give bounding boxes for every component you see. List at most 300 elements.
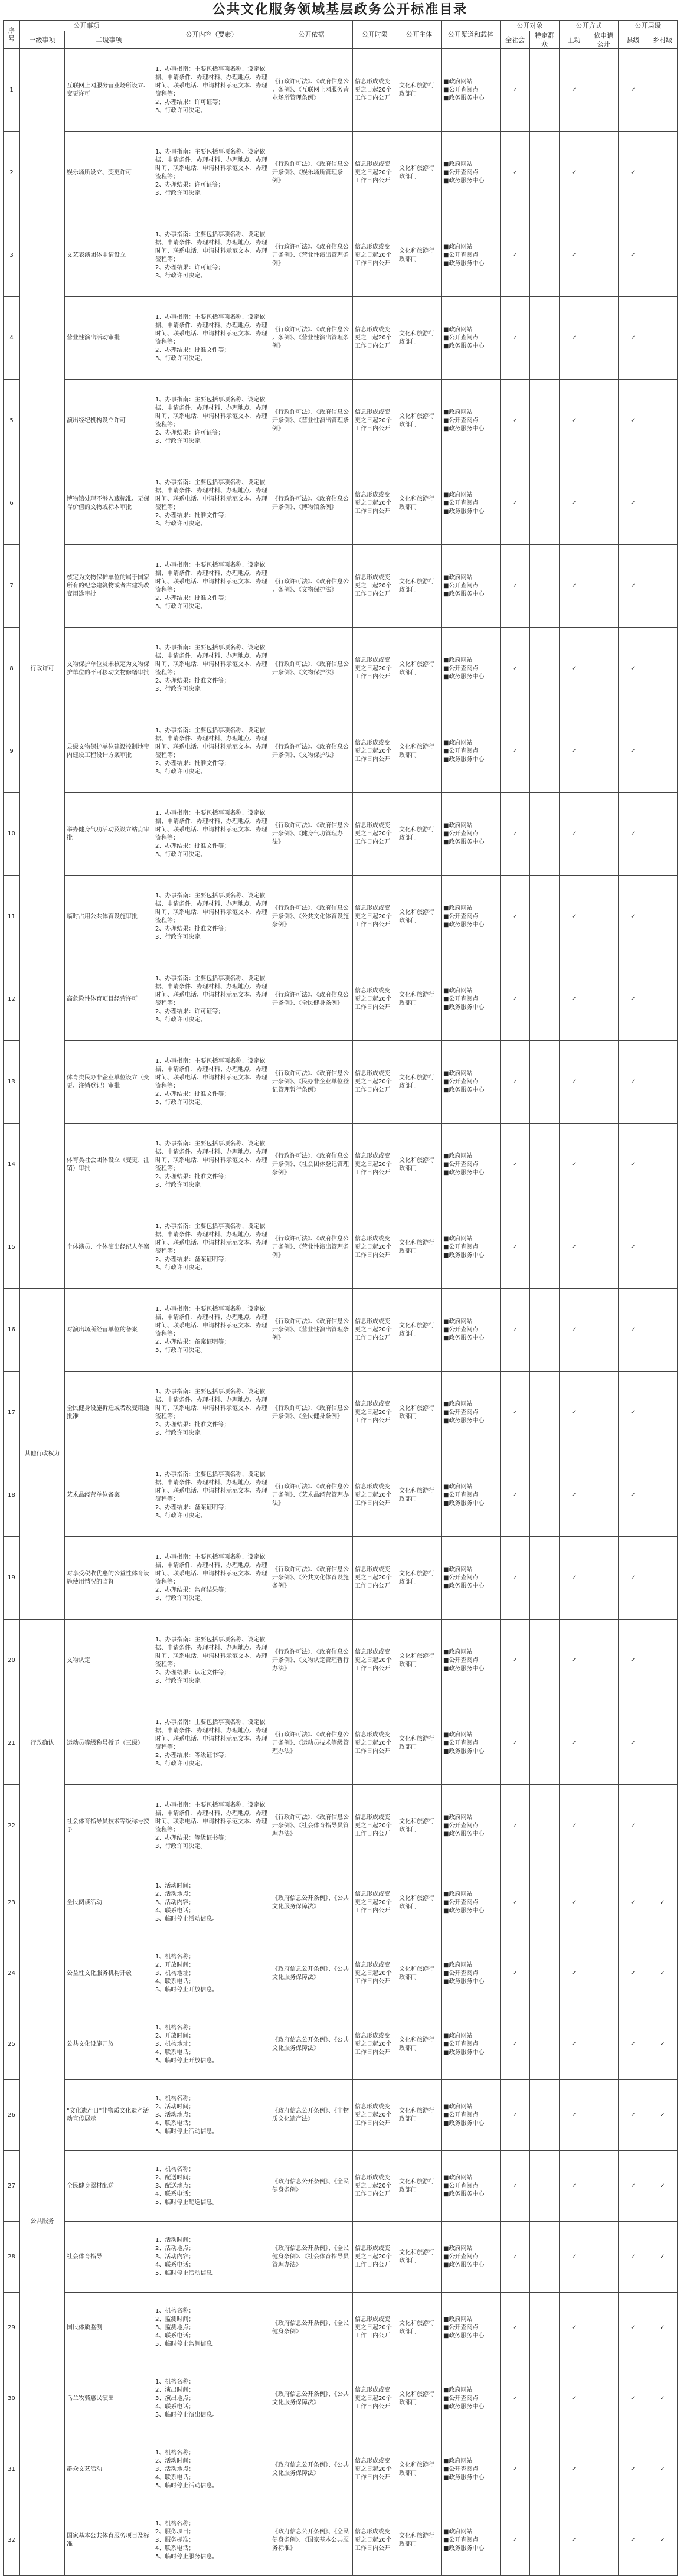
- specific-group-mark: [530, 1372, 560, 1454]
- channel-line: ■政务服务中心: [443, 1086, 485, 1093]
- item-name: 公共文化设施开放: [65, 2009, 153, 2080]
- content-line: 2、办理结果：许可证等；: [155, 429, 224, 436]
- time-cell: 信息形成或变更之日起20个工作日内公开: [353, 2080, 397, 2151]
- header-county: 县级: [619, 31, 648, 49]
- town-mark: ✓: [648, 2151, 678, 2222]
- town-mark: [648, 1620, 678, 1702]
- active-mark: ✓: [560, 2293, 589, 2363]
- content-cell: [153, 1124, 270, 1206]
- channel-line: ■公开查阅点: [443, 1161, 479, 1168]
- channel-line: ■政府网站: [443, 409, 473, 416]
- subject-cell: 文化和旅游行政部门: [397, 1785, 442, 1867]
- content-line: 1、活动时间；: [155, 1882, 195, 1889]
- basis-cell: 《行政许可法》、《政府信息公开条例》、《营业性演出管理条例》: [270, 297, 353, 380]
- channel-cell: [442, 1289, 501, 1372]
- item-name: 乌兰牧骑惠民演出: [65, 2363, 153, 2434]
- time-cell: 信息形成或变更之日起20个工作日内公开: [353, 1702, 397, 1785]
- content-cell: [153, 1938, 270, 2009]
- county-mark: ✓: [619, 132, 648, 214]
- basis-cell: 《行政许可法》、《政府信息公开条例》、《娱乐场所管理条例》: [270, 132, 353, 214]
- all-public-mark: ✓: [501, 214, 530, 297]
- basis-cell: 《政府信息公开条例》、《公共文化服务保障法》: [270, 2434, 353, 2505]
- content-line: 3、行政许可决定。: [155, 1347, 207, 1354]
- active-mark: ✓: [560, 1785, 589, 1867]
- basis-cell: 《行政许可法》、《政府信息公开条例》、《营业性演出管理条例》: [270, 214, 353, 297]
- all-public-mark: ✓: [501, 1289, 530, 1372]
- apply-mark: [589, 1124, 619, 1206]
- row-number: 17: [4, 1372, 20, 1454]
- county-mark: ✓: [619, 2363, 648, 2434]
- content-line: 1、办事指南：主要包括事项名称、设定依据、申请条件、办理材料、办理地点、办理时间、联系电话、申请材料示范文本、办理流程等；: [155, 314, 267, 345]
- town-mark: [648, 628, 678, 710]
- time-cell: 信息形成或变更之日起20个工作日内公开: [353, 1867, 397, 1938]
- time-cell: 信息形成或变更之日起20个工作日内公开: [353, 462, 397, 545]
- content-line: 2、开放时间；: [155, 2032, 195, 2039]
- all-public-mark: ✓: [501, 1206, 530, 1289]
- town-mark: ✓: [648, 2222, 678, 2293]
- row-number: 12: [4, 958, 20, 1041]
- content-line: 5、临时停止服务信息。: [155, 2553, 218, 2560]
- channel-line: ■政务服务中心: [443, 1748, 485, 1755]
- subject-cell: 文化和旅游行政部门: [397, 793, 442, 876]
- row-number: 30: [4, 2363, 20, 2434]
- item-name: 文艺表演团体申请设立: [65, 214, 153, 297]
- content-line: 2、办理结果：许可证等；: [155, 1008, 224, 1015]
- header-apply: 依申请公开: [589, 31, 619, 49]
- basis-cell: 《行政许可法》、《政府信息公开条例》、《艺术品经营管理办法》: [270, 1454, 353, 1537]
- content-cell: [153, 214, 270, 297]
- content-line: 4、联系电话；: [155, 2332, 195, 2339]
- channel-cell: [442, 1620, 501, 1702]
- content-line: 2、演出时间；: [155, 2386, 195, 2394]
- active-mark: ✓: [560, 1124, 589, 1206]
- all-public-mark: ✓: [501, 2434, 530, 2505]
- town-mark: [648, 1785, 678, 1867]
- all-public-mark: ✓: [501, 1867, 530, 1938]
- town-mark: ✓: [648, 1938, 678, 2009]
- channel-line: ■政府网站: [443, 1070, 473, 1077]
- channel-line: ■政府网站: [443, 905, 473, 912]
- row-number: 32: [4, 2505, 20, 2576]
- channel-line: ■政府网站: [443, 987, 473, 994]
- content-line: 5、临时停止配送信息。: [155, 2199, 218, 2206]
- content-line: 3、活动地点；: [155, 2111, 195, 2118]
- town-mark: ✓: [648, 2009, 678, 2080]
- county-mark: ✓: [619, 793, 648, 876]
- town-mark: [648, 1289, 678, 1372]
- content-cell: [153, 297, 270, 380]
- channel-cell: [442, 297, 501, 380]
- content-line: 3、活动地点；: [155, 2466, 195, 2473]
- content-cell: [153, 1206, 270, 1289]
- content-cell: [153, 2151, 270, 2222]
- table-row: [4, 132, 678, 214]
- subject-cell: 文化和旅游行政部门: [397, 2222, 442, 2293]
- content-line: 3、行政许可决定。: [155, 190, 207, 197]
- all-public-mark: ✓: [501, 462, 530, 545]
- basis-cell: 《行政许可法》、《政府信息公开条例》、《民办非企业单位登记管理暂行条例》: [270, 1041, 353, 1124]
- all-public-mark: ✓: [501, 1620, 530, 1702]
- channel-line: ■政府网站: [443, 1152, 473, 1160]
- time-cell: 信息形成或变更之日起20个工作日内公开: [353, 1041, 397, 1124]
- channel-line: ■公开查阅点: [443, 995, 479, 1003]
- content-line: 1、办事指南：主要包括事项名称、设定依据、申请条件、办理材料、办理地点、办理时间、联系电话、申请材料示范文本、办理流程等；: [155, 1388, 267, 1420]
- row-number: 11: [4, 876, 20, 958]
- specific-group-mark: [530, 2363, 560, 2434]
- row-number: 16: [4, 1289, 20, 1372]
- content-cell: [153, 1537, 270, 1620]
- specific-group-mark: [530, 1785, 560, 1867]
- content-line: 1、办事指南：主要包括事项名称、设定依据、申请条件、办理材料、办理地点、办理时间、联系电话、申请材料示范文本、办理流程等；: [155, 809, 267, 841]
- specific-group-mark: [530, 545, 560, 628]
- content-line: 1、办事指南：主要包括事项名称、设定依据、申请条件、办理材料、办理地点、办理时间、联系电话、申请材料示范文本、办理流程等；: [155, 1471, 267, 1503]
- subject-cell: 文化和旅游行政部门: [397, 1938, 442, 2009]
- subject-cell: 文化和旅游行政部门: [397, 2505, 442, 2576]
- all-public-mark: ✓: [501, 2080, 530, 2151]
- category-cell: 行政许可: [20, 49, 65, 1289]
- item-name: 对演出场所经营单位的备案: [65, 1289, 153, 1372]
- time-cell: 信息形成或变更之日起20个工作日内公开: [353, 958, 397, 1041]
- subject-cell: 文化和旅游行政部门: [397, 2293, 442, 2363]
- time-cell: 信息形成或变更之日起20个工作日内公开: [353, 1206, 397, 1289]
- content-cell: [153, 380, 270, 462]
- apply-mark: [589, 793, 619, 876]
- category-cell: 其他行政权力: [20, 1289, 65, 1620]
- content-cell: [153, 2505, 270, 2576]
- active-mark: ✓: [560, 1454, 589, 1537]
- content-cell: [153, 1867, 270, 1938]
- channel-line: ■政府网站: [443, 1483, 473, 1490]
- town-mark: [648, 1206, 678, 1289]
- specific-group-mark: [530, 2434, 560, 2505]
- county-mark: ✓: [619, 1206, 648, 1289]
- content-line: 1、办事指南：主要包括事项名称、设定依据、申请条件、办理材料、办理地点、办理时间、联系电话、申请材料示范文本、办理流程等；: [155, 396, 267, 428]
- content-cell: [153, 2080, 270, 2151]
- subject-cell: 文化和旅游行政部门: [397, 1620, 442, 1702]
- channel-line: ■政府网站: [443, 1961, 473, 1968]
- apply-mark: [589, 2009, 619, 2080]
- table-row: [4, 1867, 678, 1938]
- header-all: 全社会: [501, 31, 530, 49]
- table-row: [4, 1041, 678, 1124]
- time-cell: 信息形成或变更之日起20个工作日内公开: [353, 2363, 397, 2434]
- item-name: 核定为文物保护单位的属于国家所有的纪念建筑物或者古建筑改变用途审批: [65, 545, 153, 628]
- content-cell: [153, 2434, 270, 2505]
- header-time: 公开时限: [353, 21, 397, 49]
- specific-group-mark: [530, 1289, 560, 1372]
- content-cell: [153, 876, 270, 958]
- apply-mark: [589, 958, 619, 1041]
- specific-group-mark: [530, 1124, 560, 1206]
- content-line: 1、办事指南：主要包括事项名称、设定依据、申请条件、办理材料、办理地点、办理时间、联系电话、申请材料示范文本、办理流程等；: [155, 727, 267, 759]
- channel-cell: [442, 1124, 501, 1206]
- apply-mark: [589, 1041, 619, 1124]
- item-name: 演出经纪机构设立许可: [65, 380, 153, 462]
- row-number: 18: [4, 1454, 20, 1537]
- apply-mark: [589, 49, 619, 132]
- content-line: 4、联系电话；: [155, 1907, 195, 1914]
- subject-cell: 文化和旅游行政部门: [397, 2151, 442, 2222]
- item-name: 县级文物保护单位建设控制地带内建设工程设计方案审批: [65, 710, 153, 793]
- basis-cell: 《行政许可法》、《政府信息公开条例》、《营业性演出管理条例》: [270, 1289, 353, 1372]
- town-mark: [648, 710, 678, 793]
- apply-mark: [589, 876, 619, 958]
- table-row: [4, 1124, 678, 1206]
- town-mark: [648, 545, 678, 628]
- content-line: 3、行政许可决定。: [155, 107, 207, 114]
- item-name: 营业性演出活动审批: [65, 297, 153, 380]
- all-public-mark: ✓: [501, 2222, 530, 2293]
- channel-line: ■公开查阅点: [443, 665, 479, 672]
- content-line: 1、办事指南：主要包括事项名称、设定依据、申请条件、办理材料、办理地点、办理时间、联系电话、申请材料示范文本、办理流程等；: [155, 975, 267, 1007]
- header-subject: 公开主体: [397, 21, 442, 49]
- content-line: 2、办理结果：批准文件等；: [155, 1091, 230, 1098]
- basis-cell: 《行政许可法》、《政府信息公开条例》、《社会团体登记管理条例》: [270, 1124, 353, 1206]
- content-cell: [153, 793, 270, 876]
- content-line: 1、机构名称；: [155, 2166, 195, 2173]
- active-mark: ✓: [560, 297, 589, 380]
- apply-mark: [589, 545, 619, 628]
- content-line: 3、行政许可决定。: [155, 933, 207, 941]
- content-line: 2、办理结果：批准文件等；: [155, 843, 230, 850]
- content-line: 2、办理结果：批准文件等；: [155, 512, 230, 519]
- item-name: 举办健身气功活动及设立站点审批: [65, 793, 153, 876]
- apply-mark: [589, 628, 619, 710]
- table-row: [4, 2080, 678, 2151]
- active-mark: ✓: [560, 1867, 589, 1938]
- channel-line: ■政府网站: [443, 2174, 473, 2181]
- content-line: 3、行政许可决定。: [155, 1099, 207, 1106]
- all-public-mark: ✓: [501, 545, 530, 628]
- channel-line: ■政务服务中心: [443, 1500, 485, 1507]
- content-line: 2、办理结果：批准文件等；: [155, 760, 230, 767]
- subject-cell: 文化和旅游行政部门: [397, 462, 442, 545]
- content-line: 1、办事指南：主要包括事项名称、设定依据、申请条件、办理材料、办理地点、办理时间、联系电话、申请材料示范文本、办理流程等；: [155, 1801, 267, 1833]
- channel-line: ■政府网站: [443, 1648, 473, 1656]
- apply-mark: [589, 2363, 619, 2434]
- time-cell: 信息形成或变更之日起20个工作日内公开: [353, 2151, 397, 2222]
- table-row: [4, 2222, 678, 2293]
- content-line: 2、办理结果：许可证等；: [155, 181, 224, 188]
- apply-mark: [589, 1289, 619, 1372]
- basis-cell: 《政府信息公开条例》、《全民健身条例》、《社会体育指导员管理办法》: [270, 2222, 353, 2293]
- channel-cell: [442, 2151, 501, 2222]
- channel-line: ■政府网站: [443, 1235, 473, 1242]
- basis-cell: 《行政许可法》、《政府信息公开条例》、《文物保护法》: [270, 628, 353, 710]
- apply-mark: [589, 1620, 619, 1702]
- channel-cell: [442, 2293, 501, 2363]
- item-name: 社会体育指导员技术等级称号授予: [65, 1785, 153, 1867]
- channel-line: ■政务服务中心: [443, 2403, 485, 2410]
- subject-cell: 文化和旅游行政部门: [397, 958, 442, 1041]
- content-line: 2、办理结果：批准文件等；: [155, 1173, 230, 1180]
- town-mark: [648, 958, 678, 1041]
- town-mark: ✓: [648, 1867, 678, 1938]
- time-cell: 信息形成或变更之日起20个工作日内公开: [353, 2222, 397, 2293]
- county-mark: ✓: [619, 1537, 648, 1620]
- channel-line: ■公开查阅点: [443, 334, 479, 341]
- content-line: 4、联系电话；: [155, 2049, 195, 2056]
- item-name: 全民阅读活动: [65, 1867, 153, 1938]
- basis-cell: 《行政许可法》、《政府信息公开条例》、《营业性演出管理条例》: [270, 380, 353, 462]
- channel-line: ■公开查阅点: [443, 2040, 479, 2048]
- item-name: "文化遗产日"非物质文化遗产活动宣传展示: [65, 2080, 153, 2151]
- apply-mark: [589, 1867, 619, 1938]
- time-cell: 信息形成或变更之日起20个工作日内公开: [353, 1785, 397, 1867]
- channel-cell: [442, 793, 501, 876]
- row-number: 10: [4, 793, 20, 876]
- table-row: [4, 462, 678, 545]
- content-cell: [153, 628, 270, 710]
- header-target: 公开对象: [501, 21, 560, 31]
- content-line: 2、办理结果：批准文件等；: [155, 677, 230, 684]
- active-mark: ✓: [560, 710, 589, 793]
- content-cell: [153, 1620, 270, 1702]
- channel-line: ■公开查阅点: [443, 1739, 479, 1746]
- channel-line: ■政府网站: [443, 739, 473, 746]
- apply-mark: [589, 2222, 619, 2293]
- content-line: 5、临时停止开放信息。: [155, 2057, 218, 2064]
- content-line: 3、行政许可决定。: [155, 1512, 207, 1519]
- content-cell: [153, 462, 270, 545]
- channel-line: ■政府网站: [443, 574, 473, 581]
- content-line: 3、行政许可决定。: [155, 1760, 207, 1767]
- channel-line: ■政务服务中心: [443, 342, 485, 350]
- channel-cell: [442, 1938, 501, 2009]
- content-line: 4、联系电话；: [155, 2190, 195, 2198]
- table-row: [4, 297, 678, 380]
- content-line: 1、机构名称；: [155, 2095, 195, 2102]
- active-mark: ✓: [560, 545, 589, 628]
- basis-cell: 《行政许可法》、《政府信息公开条例》、《文物保护法》: [270, 710, 353, 793]
- content-line: 1、机构名称；: [155, 2024, 195, 2031]
- row-number: 13: [4, 1041, 20, 1124]
- active-mark: ✓: [560, 1206, 589, 1289]
- content-line: 3、行政许可决定。: [155, 1181, 207, 1189]
- content-line: 3、行政许可决定。: [155, 603, 207, 610]
- active-mark: ✓: [560, 132, 589, 214]
- specific-group-mark: [530, 2151, 560, 2222]
- row-number: 28: [4, 2222, 20, 2293]
- county-mark: ✓: [619, 2222, 648, 2293]
- channel-line: ■政务服务中心: [443, 1582, 485, 1589]
- apply-mark: [589, 214, 619, 297]
- subject-cell: 文化和旅游行政部门: [397, 1702, 442, 1785]
- header-channel: 公开渠道和载体: [442, 21, 501, 49]
- subject-cell: 文化和旅游行政部门: [397, 1372, 442, 1454]
- channel-line: ■公开查阅点: [443, 2536, 479, 2544]
- apply-mark: [589, 1454, 619, 1537]
- town-mark: [648, 462, 678, 545]
- basis-cell: 《政府信息公开条例》、《全民健身条例》: [270, 2293, 353, 2363]
- item-name: 高危险性体育项目经营许可: [65, 958, 153, 1041]
- subject-cell: 文化和旅游行政部门: [397, 1206, 442, 1289]
- active-mark: ✓: [560, 2434, 589, 2505]
- county-mark: ✓: [619, 2293, 648, 2363]
- channel-line: ■公开查阅点: [443, 2324, 479, 2331]
- county-mark: ✓: [619, 1867, 648, 1938]
- time-cell: 信息形成或变更之日起20个工作日内公开: [353, 2293, 397, 2363]
- content-line: 5、临时停止活动信息。: [155, 1915, 218, 1922]
- channel-line: ■政府网站: [443, 1400, 473, 1408]
- channel-line: ■政府网站: [443, 822, 473, 829]
- time-cell: 信息形成或变更之日起20个工作日内公开: [353, 1372, 397, 1454]
- specific-group-mark: [530, 2080, 560, 2151]
- subject-cell: 文化和旅游行政部门: [397, 2434, 442, 2505]
- specific-group-mark: [530, 214, 560, 297]
- channel-cell: [442, 1041, 501, 1124]
- specific-group-mark: [530, 1938, 560, 2009]
- row-number: 19: [4, 1537, 20, 1620]
- time-cell: 信息形成或变更之日起20个工作日内公开: [353, 1289, 397, 1372]
- all-public-mark: ✓: [501, 958, 530, 1041]
- apply-mark: [589, 1702, 619, 1785]
- specific-group-mark: [530, 132, 560, 214]
- table-row: [4, 1785, 678, 1867]
- basis-cell: 《行政许可法》、《政府信息公开条例》、《文物保护法》: [270, 545, 353, 628]
- content-line: 2、办理结果：等级证书等；: [155, 1834, 230, 1842]
- content-line: 4、联系电话；: [155, 2545, 195, 2552]
- item-name: 互联网上网服务营业场所设立、变更许可: [65, 49, 153, 132]
- county-mark: ✓: [619, 1702, 648, 1785]
- table-row: [4, 545, 678, 628]
- channel-line: ■政务服务中心: [443, 673, 485, 680]
- row-number: 25: [4, 2009, 20, 2080]
- time-cell: 信息形成或变更之日起20个工作日内公开: [353, 1454, 397, 1537]
- channel-line: ■政府网站: [443, 2316, 473, 2323]
- basis-cell: 《政府信息公开条例》、《全民健身条例》、《国家基本公共服务标准》: [270, 2505, 353, 2576]
- subject-cell: 文化和旅游行政部门: [397, 297, 442, 380]
- content-line: 1、办事指南：主要包括事项名称、设定依据、申请条件、办理材料、办理地点、办理时间、联系电话、申请材料示范文本、办理流程等；: [155, 1719, 267, 1751]
- channel-line: ■政府网站: [443, 491, 473, 498]
- content-line: 2、办理结果：批准文件等；: [155, 925, 230, 932]
- content-line: 5、临时停止活动信息。: [155, 2482, 218, 2489]
- content-line: 3、行政许可决定。: [155, 1016, 207, 1023]
- basis-cell: 《行政许可法》、《政府信息公开条例》、《营业性演出管理条例》: [270, 1206, 353, 1289]
- table-row: [4, 628, 678, 710]
- county-mark: ✓: [619, 1124, 648, 1206]
- all-public-mark: ✓: [501, 2151, 530, 2222]
- content-line: 1、办事指南：主要包括事项名称、设定依据、申请条件、办理材料、办理地点、办理时间、联系电话、申请材料示范文本、办理流程等；: [155, 148, 267, 180]
- specific-group-mark: [530, 462, 560, 545]
- channel-line: ■政府网站: [443, 657, 473, 664]
- content-line: 3、活动内容；: [155, 2253, 195, 2260]
- active-mark: ✓: [560, 1702, 589, 1785]
- county-mark: ✓: [619, 876, 648, 958]
- content-line: 1、办事指南：主要包括事项名称、设定依据、申请条件、办理材料、办理地点、办理时间、联系电话、申请材料示范文本、办理流程等；: [155, 479, 267, 511]
- all-public-mark: ✓: [501, 380, 530, 462]
- item-name: 体育类社会团体设立（变更、注销）审批: [65, 1124, 153, 1206]
- channel-line: ■政务服务中心: [443, 1004, 485, 1011]
- basis-cell: 《行政许可法》、《政府信息公开条例》、《全民健身条例》: [270, 958, 353, 1041]
- content-line: 1、办事指南：主要包括事项名称、设定依据、申请条件、办理材料、办理地点、办理时间、联系电话、申请材料示范文本、办理流程等；: [155, 1223, 267, 1255]
- channel-line: ■政务服务中心: [443, 1169, 485, 1176]
- content-line: 4、联系电话；: [155, 2261, 195, 2268]
- time-cell: 信息形成或变更之日起20个工作日内公开: [353, 297, 397, 380]
- subject-cell: 文化和旅游行政部门: [397, 49, 442, 132]
- town-mark: [648, 1454, 678, 1537]
- header-basis: 公开依据: [270, 21, 353, 49]
- apply-mark: [589, 2151, 619, 2222]
- specific-group-mark: [530, 2293, 560, 2363]
- table-body: [4, 49, 678, 2576]
- item-name: 群众文艺活动: [65, 2434, 153, 2505]
- specific-group-mark: [530, 628, 560, 710]
- county-mark: ✓: [619, 628, 648, 710]
- content-cell: [153, 1372, 270, 1454]
- time-cell: 信息形成或变更之日起20个工作日内公开: [353, 710, 397, 793]
- content-cell: [153, 1289, 270, 1372]
